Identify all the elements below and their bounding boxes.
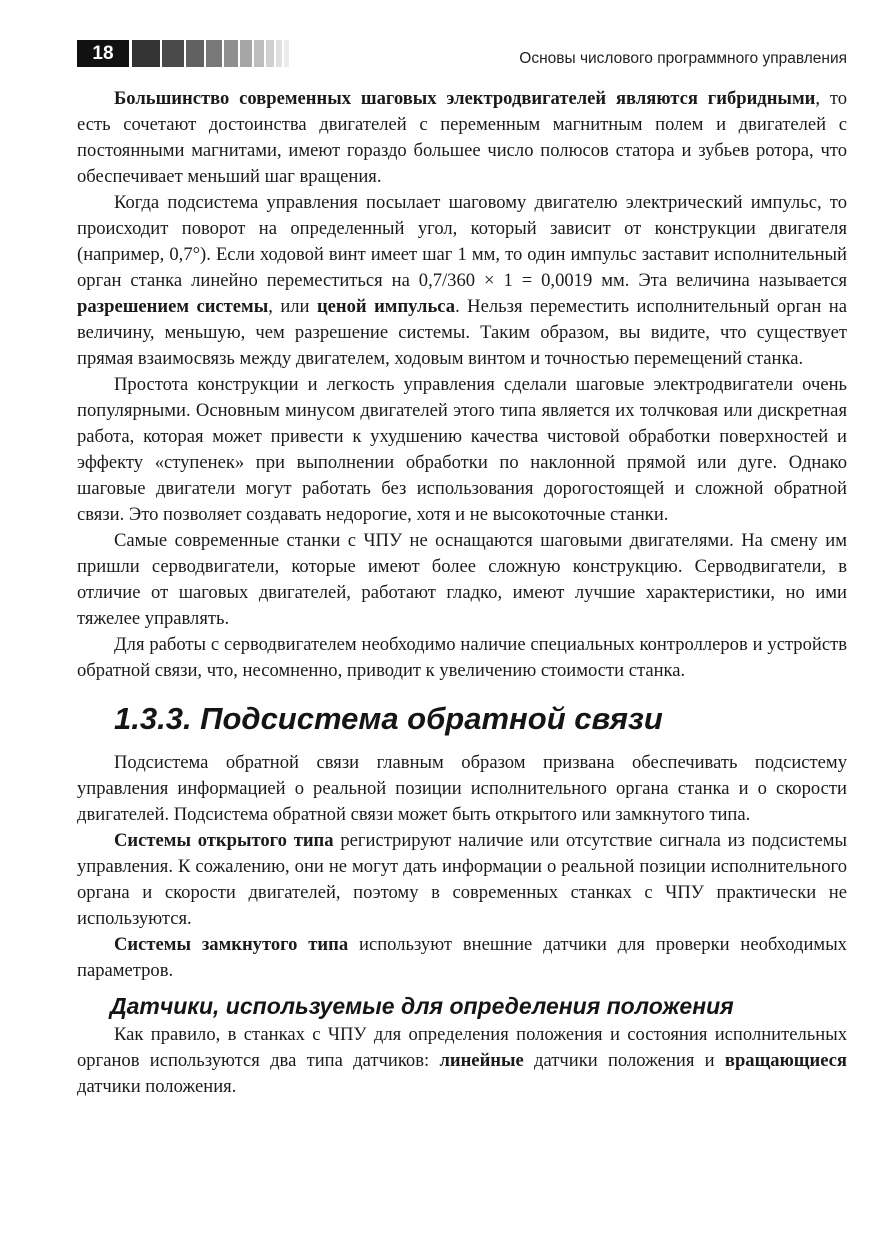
bold-term: Системы открытого типа bbox=[114, 830, 334, 851]
section-heading: 1.3.3. Подсистема обратной связи bbox=[114, 701, 663, 736]
paragraph-stepper-pros-cons: Простота конструкции и легкость управления сделали шаговые электродвигатели очень популярными. Основным минусом двигателей этого типа является их толчковая или дискретная работа, которая может привести к ухудшению качества чистовой обработки поверхностей и эффекту «ступенек» при выполнении обработки по наклонной прямой или дуге. Однако шаговые двигатели могут работать без использования дорогостоящей и сложной обратной связи. Это позволяет создавать недорогие, хотя и не высокоточные станки. bbox=[77, 374, 847, 525]
paragraph-closed-systems: Системы замкнутого типа используют внешние датчики для проверки необходимых параметров. bbox=[77, 934, 847, 981]
paragraph-servo-cost: Для работы с серводвигателем необходимо наличие специальных контроллеров и устройств обратной связи, что, несомненно, приводит к увеличению стоимости станка. bbox=[77, 634, 847, 681]
paragraph-position-sensors: Как правило, в станках с ЧПУ для определения положения и состояния исполнительных органов используются два типа датчиков: линейные датчики положения и вращающиеся датчики положения. bbox=[77, 1024, 847, 1097]
page-header bbox=[77, 40, 847, 70]
header-bar bbox=[276, 40, 282, 67]
subsection-heading: Датчики, используемые для определения положения bbox=[110, 993, 734, 1019]
bold-term: ценой импульса bbox=[316, 296, 456, 317]
header-bar bbox=[254, 40, 264, 67]
page-number: 18 bbox=[77, 40, 129, 67]
header-bar bbox=[186, 40, 204, 67]
bold-term: разрешением системы bbox=[77, 296, 269, 317]
header-bar bbox=[224, 40, 238, 67]
header-bar bbox=[206, 40, 222, 67]
bold-term: линейные bbox=[439, 1050, 524, 1071]
bold-term: Системы замкнутого типа bbox=[114, 934, 349, 955]
bold-term: вращающиеся bbox=[724, 1050, 847, 1071]
paragraph-hybrid-motors: Большинство современных шаговых электродвигателей являются гибридными, то есть сочетают достоинства двигателей с переменным магнитным полем и двигателей с постоянными магнитами, имеют гораздо большее число полюсов статора и зубьев ротора, что обеспечивает меньший шаг вращения. bbox=[77, 88, 847, 187]
page-body bbox=[77, 86, 847, 1100]
paragraph-step-resolution: Когда подсистема управления посылает шаговому двигателю электрический импульс, то происходит поворот на определенный угол, который зависит от конструкции двигателя (например, 0,7°). Если ходовой винт имеет шаг 1 мм, то один импульс заставит исполнительный орган станка линейно переместиться на 0,7/360 × 1 = 0,0019 мм. Эта величина называется разрешением системы, или ценой импульса. Нельзя переместить исполнительный орган на величину, меньшую, чем разрешение системы. Таким образом, вы видите, что существует прямая взаимосвязь между двигателем, ходовым винтом и точностью перемещений станка. bbox=[77, 192, 847, 369]
header-bar bbox=[132, 40, 160, 67]
header-bar bbox=[266, 40, 274, 67]
header-bar bbox=[240, 40, 252, 67]
header-bar bbox=[162, 40, 184, 67]
running-title: Основы числового программного управления bbox=[519, 50, 847, 67]
paragraph-feedback-intro: Подсистема обратной связи главным образом призвана обеспечивать подсистему управления информацией о реальной позиции исполнительного органа станка и о скорости двигателей. Подсистема обратной связи может быть открытого или замкнутого типа. bbox=[77, 752, 847, 825]
bold-term: Большинство современных шаговых электродвигателей являются гибридными bbox=[114, 88, 816, 109]
paragraph-servo-motors: Самые современные станки с ЧПУ не оснащаются шаговыми двигателями. На смену им пришли серводвигатели, которые имеют более сложную конструкцию. Серводвигатели, в отличие от шаговых двигателей, работают гладко, имеют лучшие характеристики, но ими тяжелее управлять. bbox=[77, 530, 847, 629]
header-bar bbox=[284, 40, 289, 67]
paragraph-open-systems: Системы открытого типа регистрируют наличие или отсутствие сигнала из подсистемы управления. К сожалению, они не могут дать информации о реальной позиции исполнительного органа и скорости двигателей, поэтому в современных станках с ЧПУ практически не используются. bbox=[77, 830, 847, 929]
header-decorative-bars bbox=[132, 40, 291, 67]
